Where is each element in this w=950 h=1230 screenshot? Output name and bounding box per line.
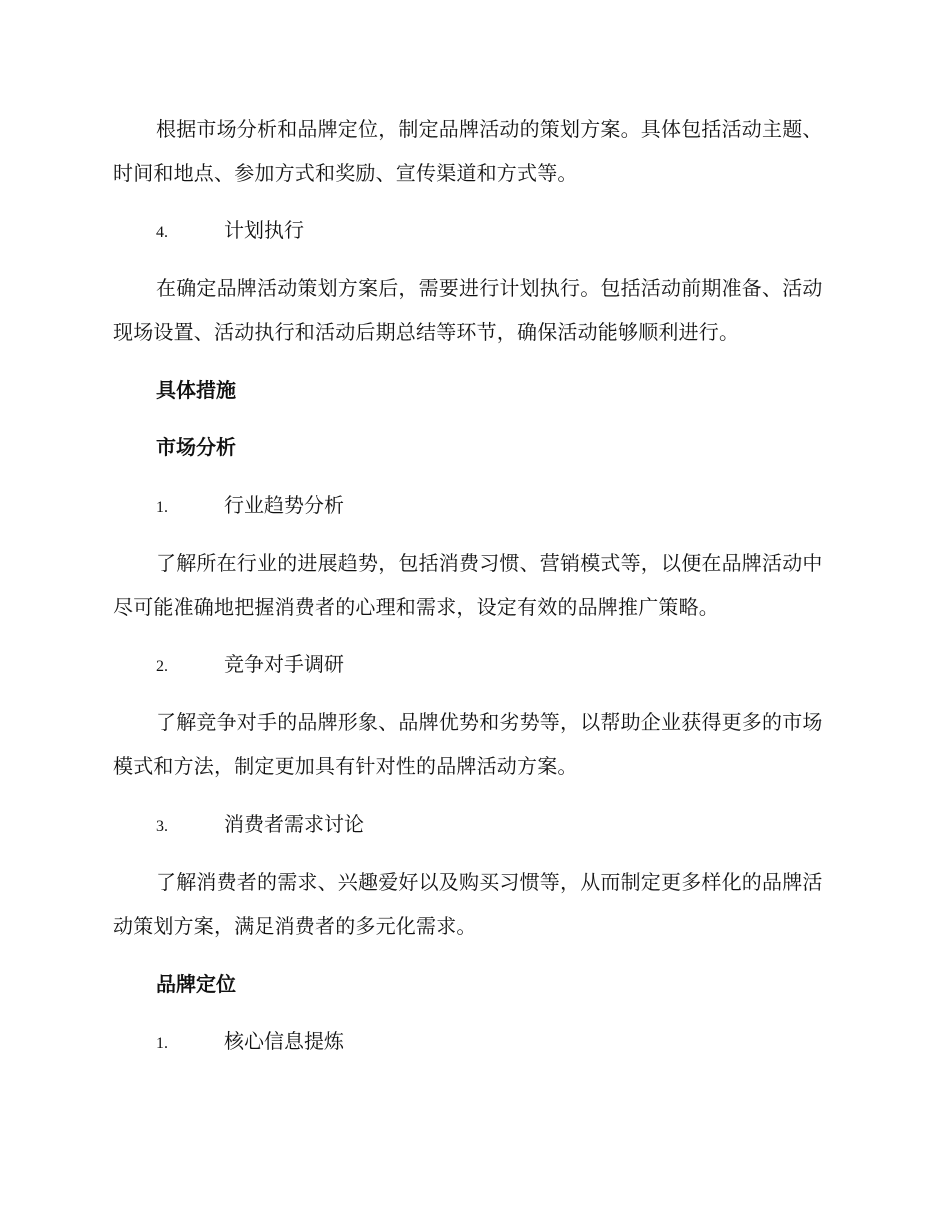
list-label: 核心信息提炼 [224, 1029, 344, 1053]
list-label: 消费者需求讨论 [224, 812, 364, 836]
paragraph-plan-intro: 根据市场分析和品牌定位，制定品牌活动的策划方案。具体包括活动主题、时间和地点、参加方式和奖励、宣传渠道和方式等。 [113, 117, 823, 185]
paragraph-plan-execution: 在确定品牌活动策划方案后，需要进行计划执行。包括活动前期准备、活动现场设置、活动执行和活动后期总结等环节，确保活动能够顺利进行。 [113, 276, 823, 344]
list-label: 计划执行 [224, 218, 304, 242]
list-item-industry-trend [156, 490, 876, 523]
list-item-consumer-needs [156, 809, 876, 842]
list-number: 1. [156, 1035, 168, 1052]
list-number: 3. [156, 818, 168, 835]
heading-brand-positioning: 品牌定位 [156, 972, 236, 996]
paragraph-industry-trend: 了解所在行业的进展趋势，包括消费习惯、营销模式等，以便在品牌活动中尽可能准确地把握消费者的心理和需求，设定有效的品牌推广策略。 [113, 551, 823, 619]
list-number: 1. [156, 499, 168, 516]
heading-specific-measures: 具体措施 [156, 378, 236, 402]
list-item-core-message [156, 1026, 876, 1059]
paragraph-consumer-needs: 了解消费者的需求、兴趣爱好以及购买习惯等，从而制定更多样化的品牌活动策划方案，满足消费者的多元化需求。 [113, 870, 823, 938]
list-label: 行业趋势分析 [224, 493, 344, 517]
paragraph-competitor-research: 了解竞争对手的品牌形象、品牌优势和劣势等，以帮助企业获得更多的市场模式和方法，制定更加具有针对性的品牌活动方案。 [113, 710, 823, 778]
list-number: 2. [156, 658, 168, 675]
list-item-plan-execution [156, 215, 876, 248]
heading-market-analysis: 市场分析 [156, 435, 236, 459]
list-label: 竞争对手调研 [224, 652, 344, 676]
list-item-competitor-research [156, 649, 876, 682]
list-number: 4. [156, 224, 168, 241]
